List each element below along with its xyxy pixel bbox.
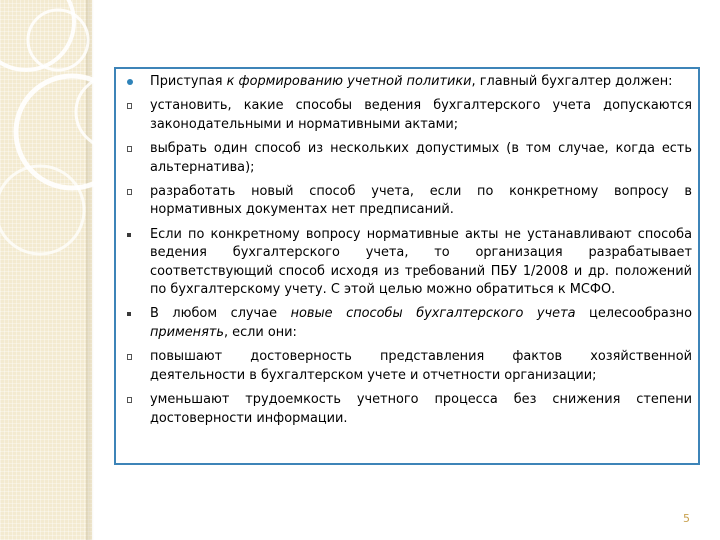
bullet-text: [150, 73, 692, 91]
box-bullet-icon: [124, 183, 150, 201]
content-box: [114, 67, 700, 465]
bullet-text: [150, 348, 692, 385]
box-bullet-icon: [124, 348, 150, 366]
text-segment: , главный бухгалтер должен:: [471, 74, 673, 89]
bullet-item: [124, 226, 692, 300]
text-segment: В любом случае: [150, 306, 291, 322]
square-bullet-icon: [124, 226, 150, 244]
text-segment: повышают достоверность представления фактов хозяйственной деятельности в бухгалтерском учете и отчетности организации;: [150, 349, 692, 383]
box-bullet-icon: [124, 391, 150, 409]
bullet-marker: [127, 233, 131, 237]
text-segment: разработать новый способ учета, если по конкретному вопросу в нормативных документах нет предписаний.: [150, 184, 692, 218]
bullet-marker: [127, 79, 133, 85]
bullet-item: [124, 305, 692, 342]
bullet-text: [150, 226, 692, 300]
bullet-text: [150, 140, 692, 177]
bullet-marker: [127, 397, 132, 403]
bullet-marker: [127, 146, 132, 152]
text-segment: установить, какие способы ведения бухгалтерского учета допускаются законодательными и нормативными актами;: [150, 98, 692, 132]
text-segment: уменьшают трудоемкость учетного процесса без снижения степени достоверности информации.: [150, 392, 692, 426]
bullet-text: [150, 97, 692, 134]
italic-phrase: к формированию учетной политики: [226, 74, 472, 89]
text-segment: целесообразно: [575, 306, 692, 322]
page-number: 5: [683, 512, 690, 525]
box-bullet-icon: [124, 140, 150, 158]
bullet-item: [124, 391, 692, 428]
bullet-item: [124, 73, 692, 91]
square-bullet-icon: [124, 305, 150, 323]
text-segment: Если по конкретному вопросу нормативные акты не устанавливают способа ведения бухгалтерского учета, то организация разрабатывает соответствующий способ исходя из требований ПБУ 1/2008 и др. положений по бухгалтерскому учету. С этой целью можно обратиться к МСФО.: [150, 226, 692, 298]
bullet-marker: [127, 189, 132, 195]
bullet-item: [124, 97, 692, 134]
text-segment: выбрать один способ из нескольких допустимых (в том случае, когда есть альтернатива);: [150, 141, 692, 175]
bullet-item: [124, 140, 692, 177]
text-segment: , если они:: [223, 324, 297, 340]
bullet-item: [124, 183, 692, 220]
bullet-marker: [127, 312, 131, 316]
bullet-item: [124, 348, 692, 385]
bullet-text: [150, 183, 692, 220]
box-bullet-icon: [124, 97, 150, 115]
italic-phrase: новые способы бухгалтерского учета: [290, 306, 576, 322]
bullet-marker: [127, 103, 132, 109]
bullet-text: [150, 391, 692, 428]
bullet-marker: [127, 354, 132, 360]
bullet-text: [150, 305, 692, 342]
text-segment: Приступая: [150, 74, 227, 89]
round-bullet-icon: [124, 73, 150, 91]
italic-phrase: применять: [150, 324, 224, 340]
